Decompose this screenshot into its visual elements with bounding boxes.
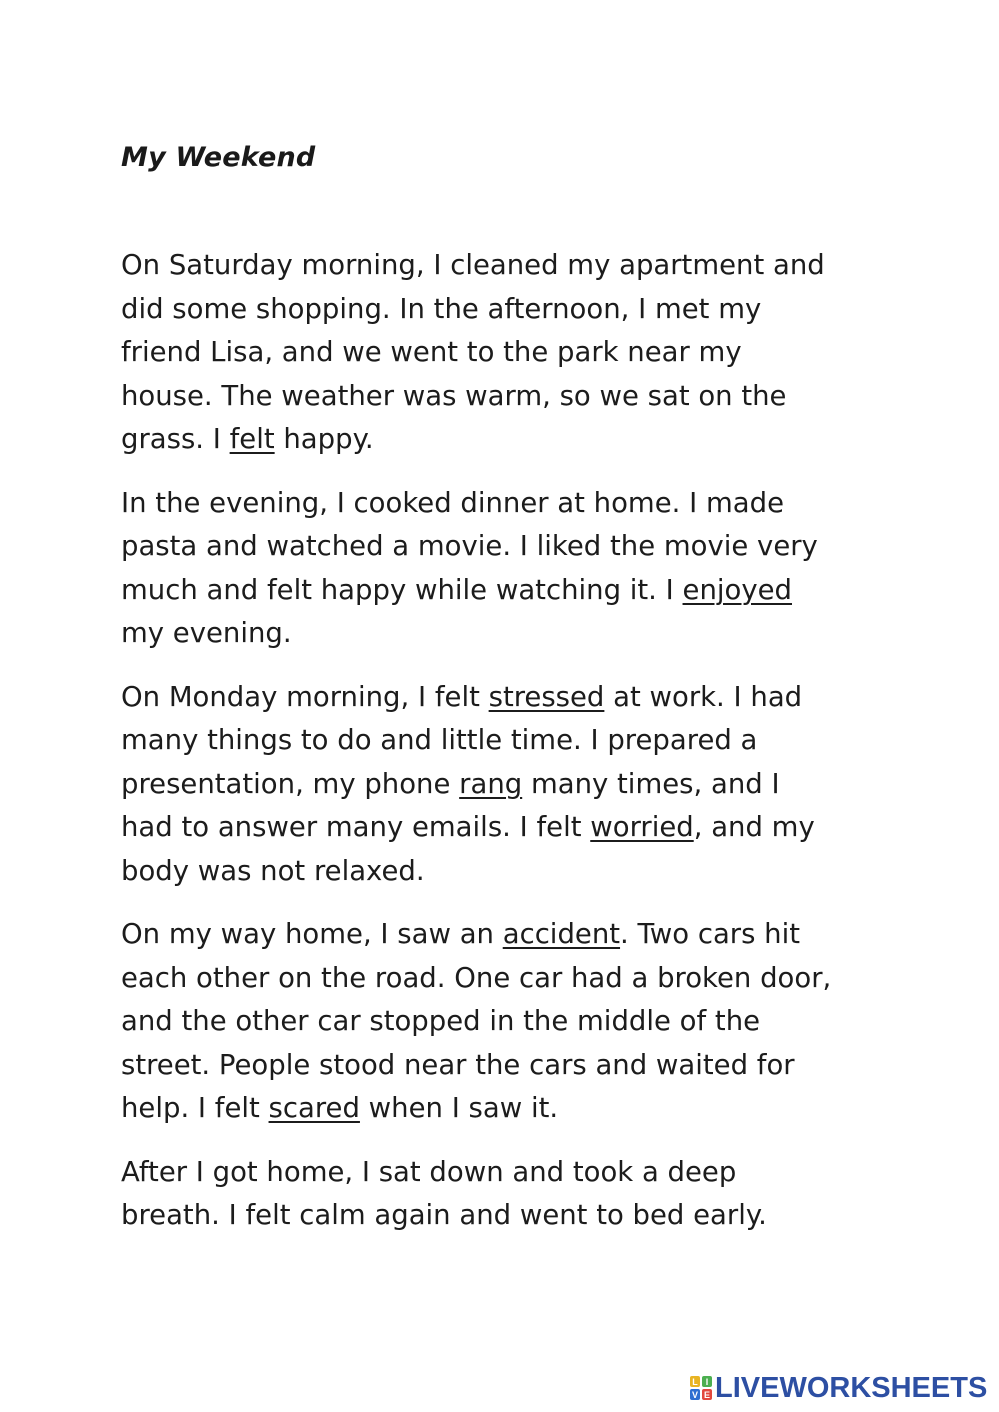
text-segment: grass. I (121, 423, 230, 455)
text-line (121, 1194, 891, 1238)
brand-footer[interactable] (690, 1372, 987, 1404)
vocab-word: stressed (488, 680, 605, 713)
vocab-word: enjoyed (682, 573, 792, 606)
vocab-word: scared (268, 1092, 360, 1124)
text-segment: On my way home, I saw an (121, 918, 503, 950)
text-segment: my evening. (121, 617, 292, 649)
text-line (121, 525, 891, 569)
text-segment: each other on the road. One car had a broken door, (121, 961, 832, 994)
text-line (121, 331, 891, 375)
text-line (121, 418, 891, 462)
svg-text:V: V (691, 1390, 699, 1400)
text-segment: at work. I had (604, 680, 803, 713)
text-segment: street. People stood near the cars and waited for (121, 1048, 795, 1081)
text-segment: body was not relaxed. (121, 854, 425, 887)
text-segment: . Two cars hit (620, 918, 801, 950)
svg-text:I: I (705, 1377, 709, 1387)
text-segment: much and felt happy while watching it. I (121, 573, 683, 606)
text-line (121, 288, 891, 332)
text-segment: had to answer many emails. I felt (121, 811, 591, 843)
text-segment: and the other car stopped in the middle of the (121, 1005, 761, 1037)
text-line (121, 1151, 891, 1195)
story-paragraph (121, 913, 891, 1131)
text-segment: breath. I felt calm again and went to bed early. (121, 1199, 767, 1231)
text-line (121, 612, 891, 656)
story-paragraph (121, 676, 891, 894)
text-segment: presentation, my phone (121, 767, 460, 800)
story-body (121, 244, 891, 1258)
text-segment: many things to do and little time. I prepared a (121, 724, 758, 756)
text-segment: help. I felt (121, 1092, 269, 1124)
text-segment: In the evening, I cooked dinner at home. I made (121, 486, 784, 519)
text-line (121, 676, 891, 720)
text-line (121, 375, 891, 419)
vocab-word: felt (229, 423, 275, 455)
text-segment: friend Lisa, and we went to the park near my (121, 336, 742, 368)
story-paragraph (121, 244, 891, 462)
text-segment: when I saw it. (359, 1092, 559, 1124)
text-line (121, 1000, 891, 1044)
vocab-word: accident (502, 918, 621, 950)
liveworksheets-logo-icon (690, 1375, 712, 1401)
text-segment: , and my (693, 811, 815, 843)
text-segment: On Monday morning, I felt (121, 680, 489, 713)
text-line (121, 763, 891, 807)
text-segment: happy. (274, 423, 374, 455)
page-title: My Weekend (121, 142, 316, 173)
svg-text:L: L (692, 1377, 698, 1387)
vocab-word: worried (590, 811, 694, 843)
text-line (121, 913, 891, 957)
text-segment: pasta and watched a movie. I liked the movie very (121, 530, 818, 562)
text-segment: After I got home, I sat down and took a deep (121, 1155, 737, 1188)
text-line (121, 244, 891, 288)
story-paragraph (121, 1151, 891, 1238)
text-line (121, 850, 891, 894)
text-segment: On Saturday morning, I cleaned my apartment and (121, 249, 825, 281)
text-segment: many times, and I (522, 767, 780, 800)
brand-name[interactable]: LIVEWORKSHEETS (715, 1371, 988, 1404)
text-line (121, 482, 891, 526)
story-paragraph (121, 482, 891, 656)
text-line (121, 1044, 891, 1088)
text-line (121, 806, 891, 850)
text-segment: house. The weather was warm, so we sat on the (121, 379, 787, 412)
text-line (121, 1087, 891, 1131)
text-line (121, 569, 891, 613)
vocab-word: rang (459, 767, 523, 800)
text-line (121, 719, 891, 763)
text-segment: did some shopping. In the afternoon, I met my (121, 292, 762, 325)
svg-text:E: E (703, 1390, 711, 1400)
text-line (121, 957, 891, 1001)
